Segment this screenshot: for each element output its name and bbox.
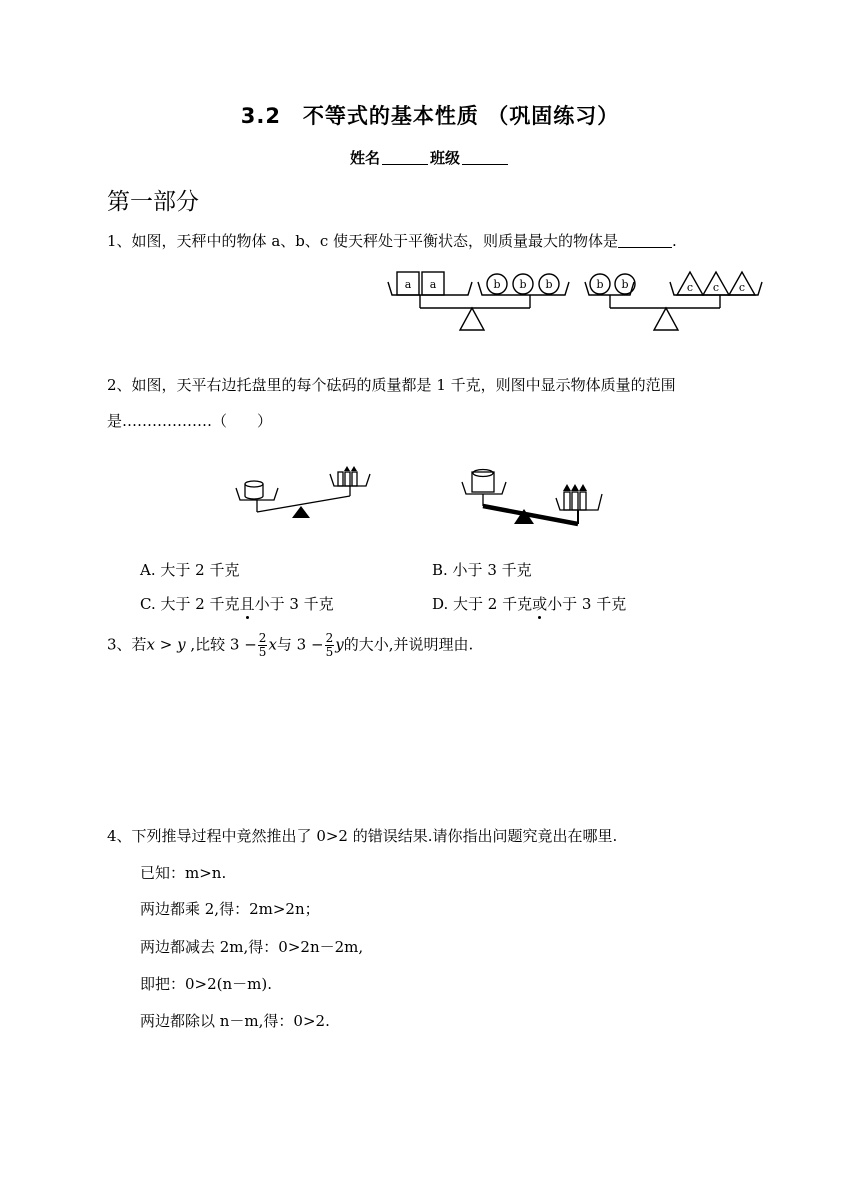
answer-blank[interactable] xyxy=(618,233,672,248)
label-c-1: c xyxy=(686,281,694,294)
question-3 xyxy=(107,632,473,659)
scale-figure-right xyxy=(458,464,618,536)
fraction-1: $\frac{2}{5}$ xyxy=(258,631,267,659)
q3-x: x xyxy=(146,635,156,654)
question-1 xyxy=(107,231,677,251)
label-b-2: b xyxy=(519,278,527,291)
derivation-step: 两边都减去 2m,得：0>2n－2m, xyxy=(140,938,364,956)
derivation-step: 两边都乘 2,得：2m>2n； xyxy=(140,900,320,918)
class-blank[interactable] xyxy=(462,150,508,165)
name-blank[interactable] xyxy=(382,150,428,165)
derivation-step: 即把：0>2(n－m). xyxy=(140,975,273,993)
name-class-row xyxy=(0,147,860,168)
option-a[interactable]: A. 大于 2 千克 xyxy=(140,561,240,579)
q3-gt: > xyxy=(155,635,178,654)
label-c-2: c xyxy=(712,281,720,294)
option-b[interactable]: B. 小于 3 千克 xyxy=(432,561,532,579)
derivation-step: 两边都除以 n－m,得：0>2. xyxy=(140,1012,330,1030)
label-b-1: b xyxy=(493,278,501,291)
option-d-pre: D. 大于 2 千克 xyxy=(432,595,533,613)
option-c-post: 小于 3 千克 xyxy=(254,595,334,613)
q3-x-2: x xyxy=(268,635,277,654)
label-b-3: b xyxy=(545,278,553,291)
name-label: 姓名 xyxy=(349,149,380,167)
option-c-pre: C. 大于 2 千克 xyxy=(140,595,240,613)
fraction-2: $\frac{2}{5}$ xyxy=(325,631,334,659)
question-2-line-2: 是………………（ ） xyxy=(107,412,273,430)
page-title: 3.2 不等式的基本性质 （巩固练习） xyxy=(240,104,620,128)
label-c-3: c xyxy=(738,281,746,294)
label-a-2: a xyxy=(429,278,437,291)
option-c[interactable] xyxy=(140,593,334,614)
question-1-text: 1、如图，天秤中的物体 a、b、c 使天秤处于平衡状态，则质量最大的物体是 xyxy=(107,232,619,250)
option-d-post: 小于 3 千克 xyxy=(547,595,627,613)
option-c-emph: 且 xyxy=(239,595,255,613)
q3-y-2: y xyxy=(335,635,344,654)
label-b-4: b xyxy=(596,278,604,291)
question-1-end: . xyxy=(672,232,677,250)
question-4: 4、下列推导过程中竟然推出了 0>2 的错误结果.请你指出问题究竟出在哪里. xyxy=(107,827,618,845)
q3-pre: 3、若 xyxy=(107,635,147,654)
q3-y: y xyxy=(177,635,186,654)
q3-post: 的大小,并说明理由. xyxy=(343,635,474,654)
q3-mid1: ,比较 3 − xyxy=(185,635,257,654)
option-d[interactable] xyxy=(432,593,626,614)
q3-mid2: 与 3 − xyxy=(276,635,324,654)
scale-figure-left xyxy=(230,458,380,524)
derivation-step: 已知：m>n. xyxy=(140,864,227,882)
option-d-emph: 或 xyxy=(532,595,548,613)
balance-figure-1 xyxy=(380,262,770,340)
section-heading: 第一部分 xyxy=(107,189,199,215)
class-label: 班级 xyxy=(430,149,461,167)
question-2-line-1: 2、如图，天平右边托盘里的每个砝码的质量都是 1 千克，则图中显示物体质量的范围 xyxy=(107,376,676,394)
label-b-5: b xyxy=(621,278,629,291)
label-a-1: a xyxy=(404,278,412,291)
